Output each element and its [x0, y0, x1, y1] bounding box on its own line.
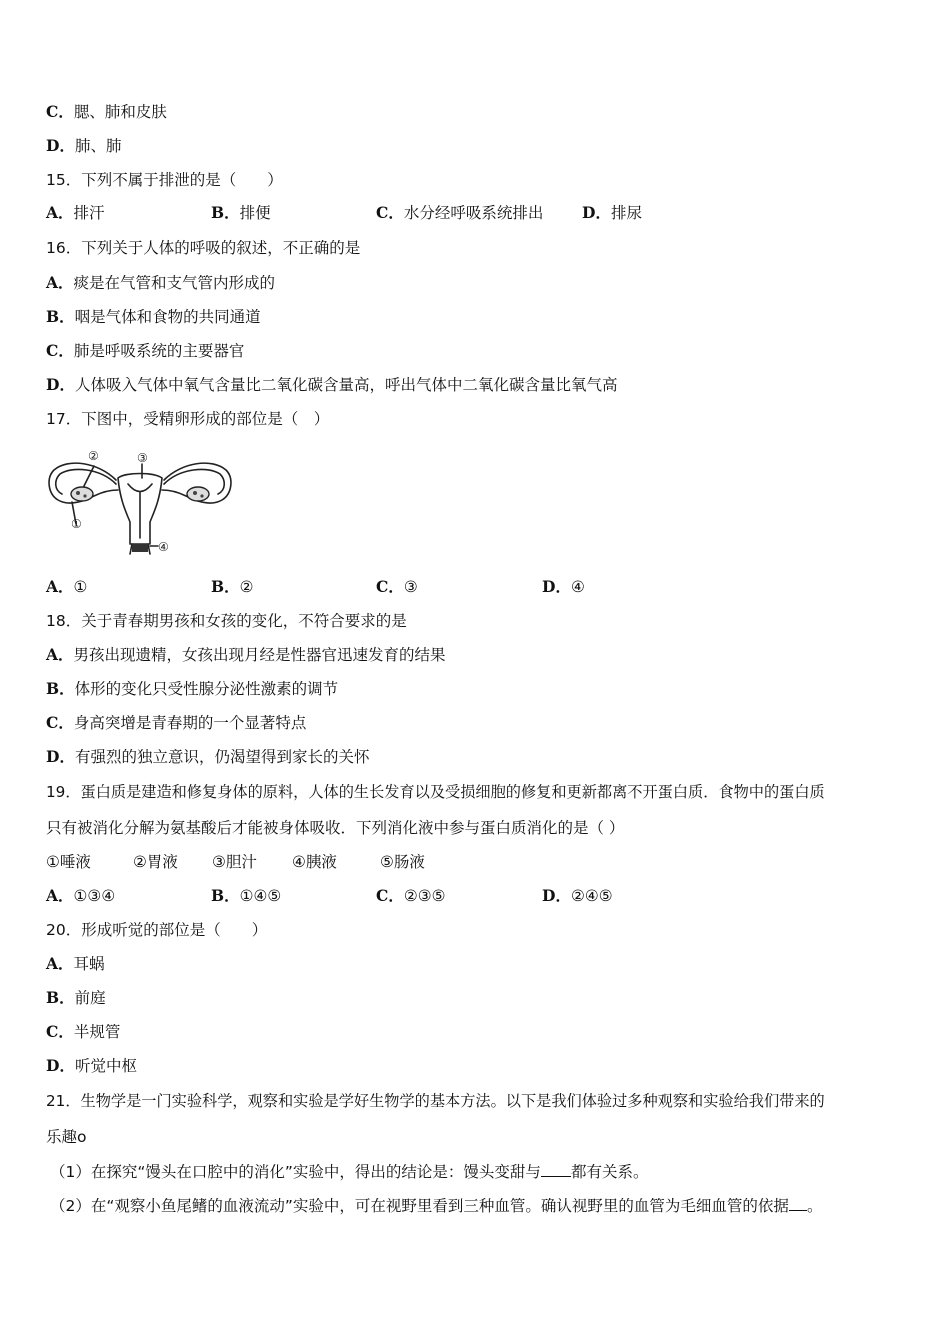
- q20-option-c: C．半规管: [46, 1022, 121, 1041]
- q15-options: [46, 203, 906, 223]
- q19-items: [46, 852, 906, 872]
- q18-option-b: B．体形的变化只受性腺分泌性激素的调节: [46, 679, 339, 698]
- q15-option-b: B．排便: [211, 203, 271, 222]
- q18-stem: 18．关于青春期男孩和女孩的变化，不符合要求的是: [46, 612, 407, 630]
- q19-options: [46, 886, 906, 906]
- q19-item: ④胰液: [292, 853, 337, 871]
- q19-option-a: A．①③④: [46, 886, 116, 905]
- q20-option-b: B．前庭: [46, 988, 106, 1007]
- q17-stem: 17．下图中，受精卵形成的部位是（ ）: [46, 410, 330, 428]
- q19-item: ⑤肠液: [380, 853, 425, 871]
- answer-blank[interactable]: [541, 1162, 571, 1177]
- q14-option-d: D．肺、肺: [46, 136, 122, 155]
- q19-item: ②胃液: [133, 853, 178, 871]
- uterus-diagram: [46, 446, 236, 558]
- q21-sub2: （2）在“观察小鱼尾鳍的血液流动”实验中，可在视野里看到三种血管。确认视野里的血管为毛细血管的依据 。: [50, 1197, 823, 1215]
- q15-stem: 15．下列不属于排泄的是（ ）: [46, 171, 283, 189]
- figure-label-3: ③: [137, 451, 148, 465]
- q18-option-a: A．男孩出现遗精，女孩出现月经是性器官迅速发育的结果: [46, 645, 446, 664]
- q15-option-c: C．水分经呼吸系统排出: [376, 203, 544, 222]
- q21-stem-line1: 21．生物学是一门实验科学，观察和实验是学好生物学的基本方法。以下是我们体验过多种观察和实验给我们带来的: [46, 1092, 825, 1110]
- q16-stem: 16．下列关于人体的呼吸的叙述，不正确的是: [46, 239, 361, 257]
- q17-option-c: C．③: [376, 577, 418, 596]
- q15-option-d: D．排尿: [582, 203, 642, 222]
- q20-option-a: A．耳蜗: [46, 954, 105, 973]
- figure-label-4: ④: [158, 540, 169, 554]
- q17-option-a: A．①: [46, 577, 88, 596]
- q19-option-c: C．②③⑤: [376, 886, 446, 905]
- answer-blank[interactable]: [789, 1196, 807, 1211]
- female-reproductive-system-illustration: [46, 446, 236, 558]
- q19-item: ①唾液: [46, 853, 91, 871]
- q16-option-c: C．肺是呼吸系统的主要器官: [46, 341, 245, 360]
- q19-stem-line1: 19．蛋白质是建造和修复身体的原料，人体的生长发育以及受损细胞的修复和更新都离不开蛋白质．食物中的蛋白质: [46, 783, 825, 801]
- q17-option-d: D．④: [542, 577, 585, 596]
- q15-option-a: A．排汗: [46, 203, 105, 222]
- q19-option-d: D．②④⑤: [542, 886, 613, 905]
- q20-stem: 20．形成听觉的部位是（ ）: [46, 921, 268, 939]
- q18-option-c: C．身高突增是青春期的一个显著特点: [46, 713, 307, 732]
- q19-item: ③胆汁: [212, 853, 257, 871]
- q16-option-b: B．咽是气体和食物的共同通道: [46, 307, 261, 326]
- q19-option-b: B．①④⑤: [211, 886, 282, 905]
- q20-option-d: D．听觉中枢: [46, 1056, 137, 1075]
- figure-label-2: ②: [88, 449, 99, 463]
- figure-label-1: ①: [71, 517, 82, 531]
- q21-sub1: （1）在探究“馒头在口腔中的消化”实验中，得出的结论是：馒头变甜与 都有关系。: [50, 1163, 649, 1181]
- q21-stem-line2: 乐趣o: [46, 1128, 87, 1146]
- q18-option-d: D．有强烈的独立意识，仍渴望得到家长的关怀: [46, 747, 370, 766]
- q16-option-d: D．人体吸入气体中氧气含量比二氧化碳含量高，呼出气体中二氧化碳含量比氧气高: [46, 375, 618, 394]
- q17-options: [46, 577, 906, 597]
- q14-option-c: C．腮、肺和皮肤: [46, 102, 167, 121]
- q17-option-b: B．②: [211, 577, 254, 596]
- q16-option-a: A．痰是在气管和支气管内形成的: [46, 273, 276, 292]
- q19-stem-line2: 只有被消化分解为氨基酸后才能被身体吸收．下列消化液中参与蛋白质消化的是（ ）: [46, 819, 625, 837]
